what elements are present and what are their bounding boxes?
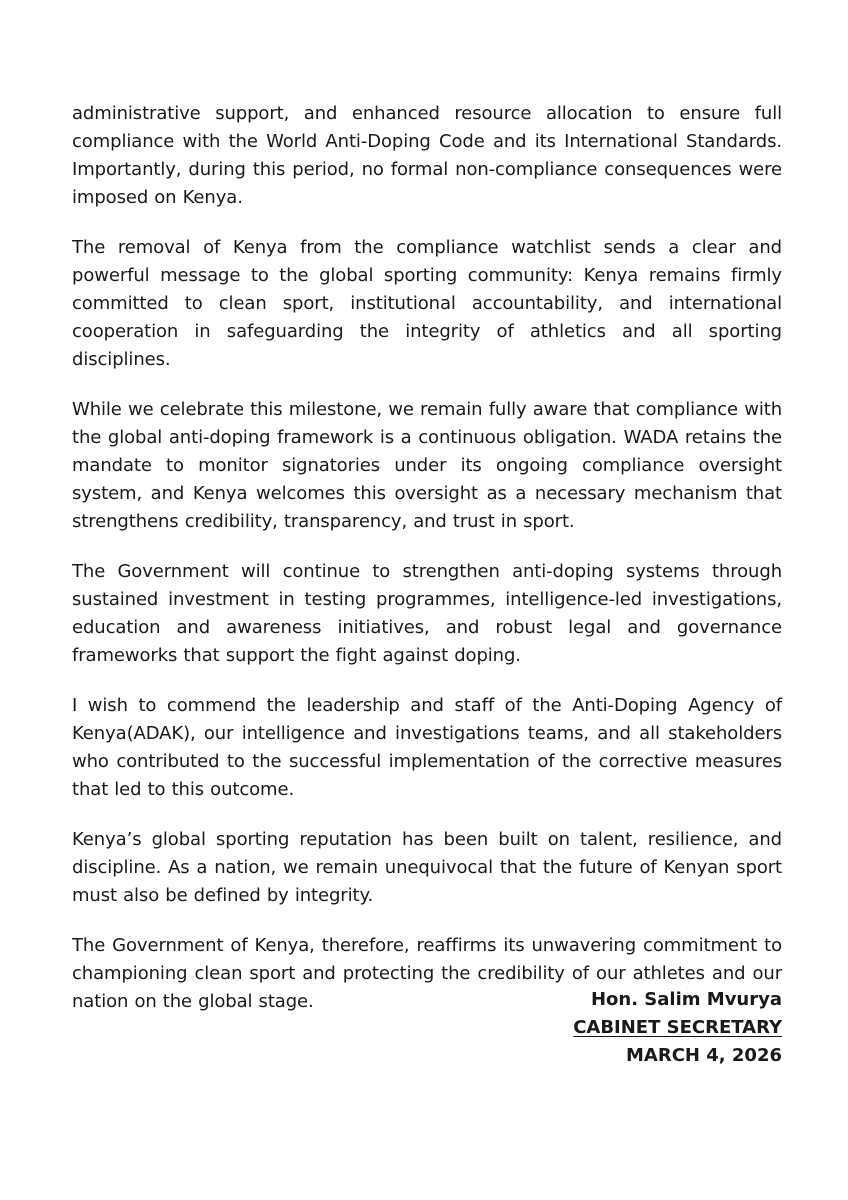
paragraph-commendation: I wish to commend the leadership and staff of the Anti-Doping Agency of Kenya(ADAK), our intelligence and investigations teams, and all stakeholders who contributed to the successful implementation of the corrective measures that led to this outcome. [72, 695, 782, 800]
document-body [72, 100, 782, 1016]
signatory-title: CABINET SECRETARY [573, 1017, 782, 1038]
signatory-name: Hon. Salim Mvurya [590, 989, 782, 1010]
paragraph-government-commitment: The Government will continue to strengthen anti-doping systems through sustained investment in testing programmes, intelligence-led investigations, education and awareness initiatives, and robust legal and governance frameworks that support the fight against doping. [72, 561, 782, 666]
paragraph-reputation: Kenya’s global sporting reputation has been built on talent, resilience, and discipline. As a nation, we remain unequivocal that the future of Kenyan sport must also be defined by integrity. [72, 829, 782, 906]
paragraph-watchlist-removal: The removal of Kenya from the compliance watchlist sends a clear and powerful message to the global sporting community: Kenya remains firmly committed to clean sport, institutional accountability, and international cooperation in safeguarding the integrity of athletics and all sporting disciplines. [72, 237, 782, 370]
paragraph-continuous-obligation: While we celebrate this milestone, we remain fully aware that compliance with the global anti-doping framework is a continuous obligation. WADA retains the mandate to monitor signatories under its ongoing compliance oversight system, and Kenya welcomes this oversight as a necessary mechanism that strengthens credibility, transparency, and trust in sport. [72, 399, 782, 532]
paragraph-compliance-support: administrative support, and enhanced resource allocation to ensure full compliance with the World Anti-Doping Code and its International Standards. Importantly, during this period, no formal non-compliance consequences were imposed on Kenya. [72, 103, 782, 208]
signature-block [573, 986, 782, 1070]
signature-date: MARCH 4, 2026 [626, 1045, 782, 1066]
paragraph-reaffirmation: The Government of Kenya, therefore, reaffirms its unwavering commitment to championing clean sport and protecting the credibility of our athletes and our nation on the global stage. [72, 935, 782, 1012]
